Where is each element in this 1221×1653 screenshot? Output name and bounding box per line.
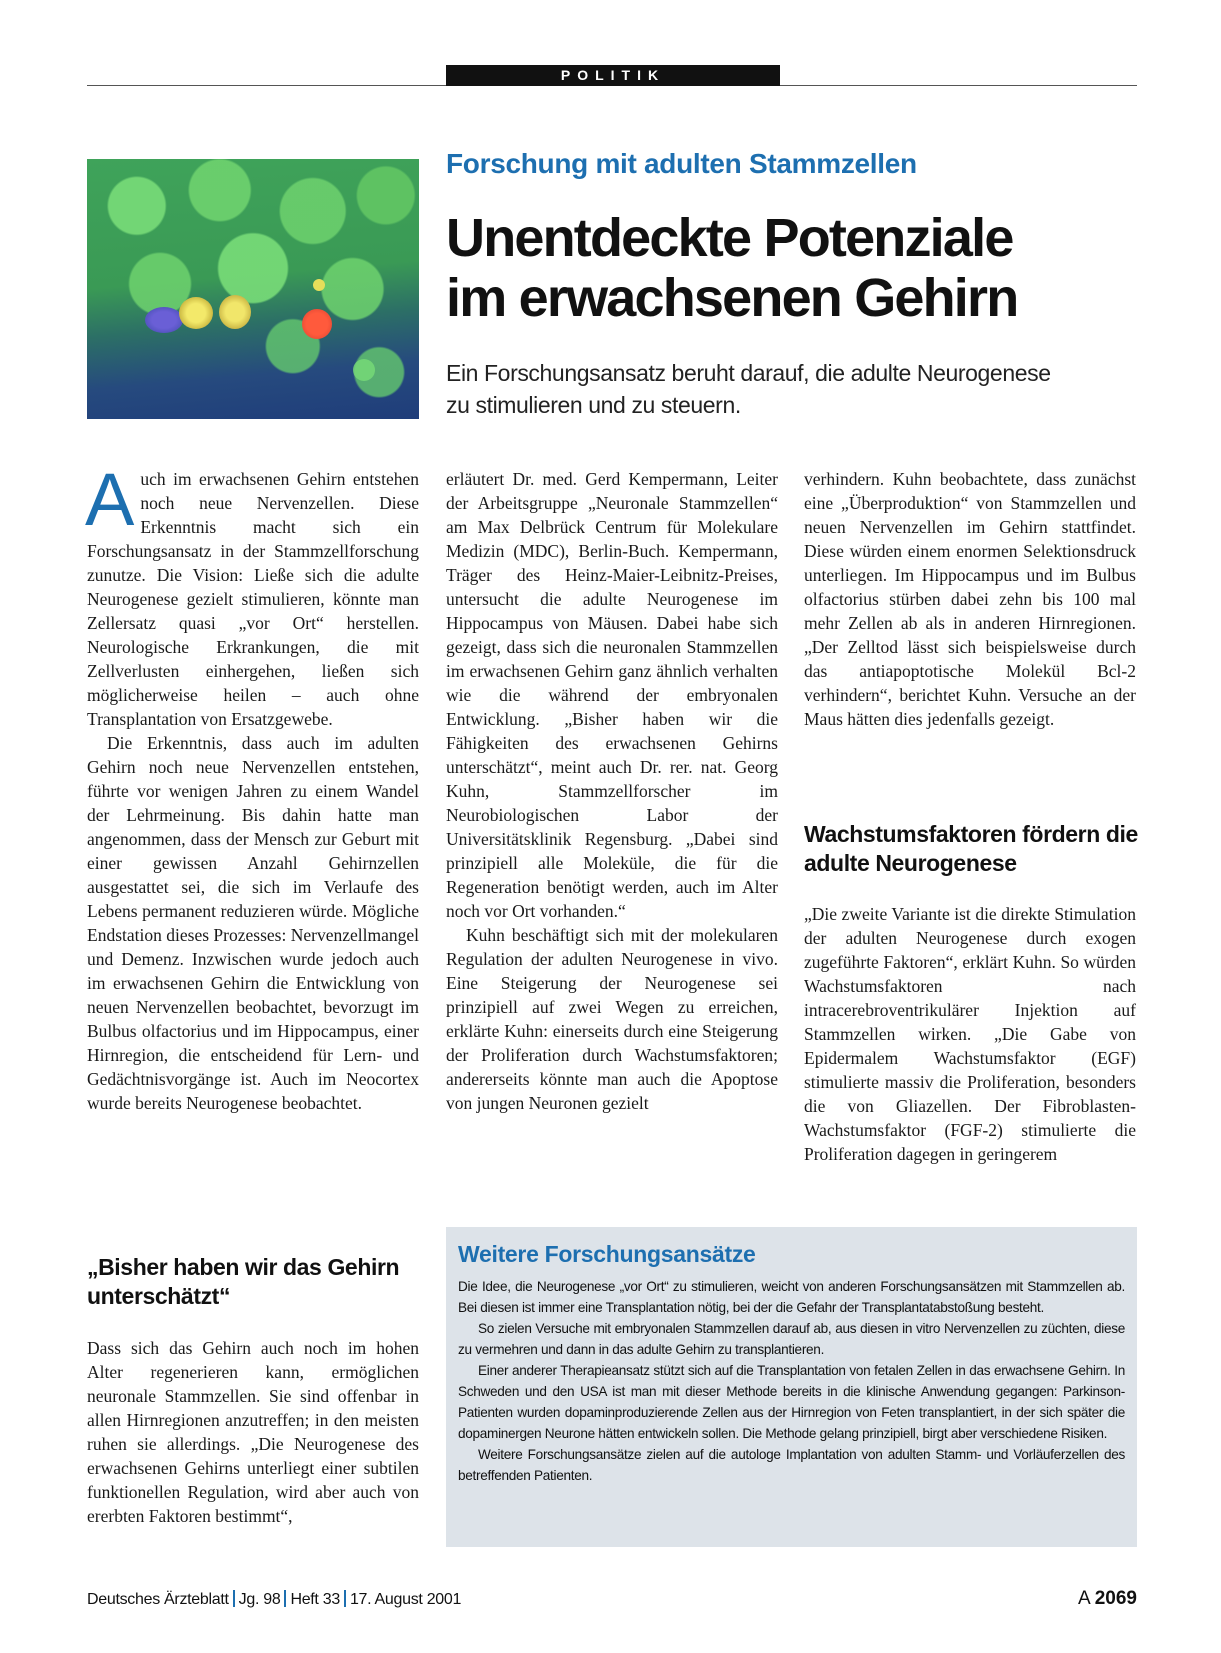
page-number-value: 2069	[1094, 1588, 1137, 1609]
section-label: POLITIK	[446, 65, 780, 86]
paragraph: verhindern. Kuhn beobachtete, dass zunächst eine „Überproduktion“ von Stammzellen und neuen Nervenzellen im Gehirn stattfindet. Diese würden einem enormen Selektionsdruck unterliegen. Im Hippocampus und im Bulbus olfactorius stürben dabei zehn bis 100 mal mehr Zellen ab als in anderen Hirnregionen. „Der Zelltod lässt sich beispielsweise durch das antiapoptotische Molekül Bcl-2 verhindern“, berichtet Kuhn. Versuche an der Maus hätten dies jedenfalls gezeigt.	[804, 469, 1136, 729]
paragraph: „Die zweite Variante ist die direkte Stimulation der adulten Neurogenese durch exogen zugeführte Faktoren“, erklärt Kuhn. So würden Wachstumsfaktoren nach intracerebroventrikulärer Injektion auf Stammzellen wirken. „Die Gabe von Epidermalem Wachstumsfaktor (EGF) stimulierte massiv die Proliferation, besonders die von Gliazellen. Der Fibroblasten-Wachstumsfaktor (FGF-2) stimulierte die Proliferation dagegen in geringerem	[804, 904, 1136, 1164]
page-number	[1078, 1588, 1137, 1610]
body-column-3-continued	[804, 902, 1136, 1166]
paragraph: Kuhn beschäftigt sich mit der molekularen Regulation der adulten Neurogenese in vivo. Eine Steigerung der Neurogenese sei prinzipiell auf zwei Wegen zu erreichen, erklärte Kuhn: einerseits durch eine Steigerung der Proliferation durch Wachstumsfaktoren; andererseits könnte man auch die Apoptose von jungen Neuronen gezielt	[446, 925, 778, 1113]
info-box-title: Weitere Forschungsansätze	[458, 1241, 756, 1267]
subheading: Wachstumsfaktoren fördern die adulte Neurogenese	[804, 821, 1138, 876]
drop-cap: A	[85, 458, 135, 541]
subheading: „Bisher haben wir das Gehirn unterschätzt“	[87, 1254, 400, 1309]
paragraph	[85, 458, 419, 731]
paragraph-text: uch im erwachsenen Gehirn entstehen noch neue Nervenzellen. Diese Erkenntnis macht sich ein Forschungsansatz in der Stammzellforschung zunutze. Die Vision: Ließe sich die adulte Neurogenese gezielt stimulieren, könnte man Zellersatz quasi „vor Ort“ herstellen. Neurologische Erkrankungen, die mit Zellverlusten einhergehen, ließen sich möglicherweise heilen – auch ohne Transplantation von Ersatzgewebe.	[87, 469, 419, 729]
issue-date: 17. August 2001	[349, 1591, 462, 1608]
article-deck	[446, 357, 1136, 421]
info-box-body	[458, 1276, 1125, 1486]
cell-yellow	[219, 295, 251, 329]
info-box	[446, 1227, 1137, 1547]
page-footer	[87, 1588, 1137, 1612]
cell-green	[353, 359, 375, 381]
deck-line: zu stimulieren und zu steuern.	[446, 392, 741, 418]
volume: Jg. 98	[238, 1591, 281, 1608]
deck-line: Ein Forschungsansatz beruht darauf, die adulte Neurogenese	[446, 360, 1051, 386]
microscopy-image	[87, 159, 419, 419]
info-paragraph: Weitere Forschungsansätze zielen auf die autologe Implantation von adulten Stamm- und Vorläuferzellen des betreffenden Patienten.	[458, 1447, 1125, 1483]
issue: Heft 33	[290, 1591, 340, 1608]
page-prefix: A	[1078, 1588, 1091, 1609]
info-paragraph: So zielen Versuche mit embryonalen Stammzellen darauf ab, aus diesen in vitro Nervenzellen zu züchten, diese zu vermehren und dann in das adulte Gehirn zu transplantieren.	[458, 1321, 1125, 1357]
cell-red	[302, 309, 332, 339]
cell-blue	[145, 307, 183, 333]
info-paragraph: Einer anderer Therapieansatz stützt sich auf die Transplantation von fetalen Zellen in das erwachsene Gehirn. In Schweden und den USA ist man mit dieser Methode bereits in die klinische Anwendung gegangen: Parkinson-Patienten wurden dopaminproduzierende Zellen aus der Hirnregion von Feten transplantiert, in der sich später die dopaminergen Neurone hätten entwickeln sollen. Die Methode gelang prinzipiell, birgt aber verschiedene Risiken.	[458, 1363, 1125, 1441]
article-kicker: Forschung mit adulten Stammzellen	[446, 148, 917, 179]
footer-meta	[87, 1590, 461, 1609]
paragraph: Die Erkenntnis, dass auch im adulten Gehirn noch neue Nervenzellen entstehen, führte vor wenigen Jahren zu einem Wandel der Lehrmeinung. Bis dahin hatte man angenommen, dass der Mensch zur Geburt mit einer gewissen Anzahl Gehirnzellen ausgestattet sei, die sich im Verlaufe des Lebens permanent reduzieren würde. Mögliche Endstation dieses Prozesses: Nervenzellmangel und Demenz. Inzwischen wurde jedoch auch im erwachsenen Gehirn die Entwicklung von neuen Nervenzellen beobachtet, bevorzugt im Bulbus olfactorius und im Hippocampus, einer Hirnregion, die entscheidend für Lern- und Gedächtnisvorgänge ist. Auch im Neocortex wurde bereits Neurogenese beobachtet.	[87, 733, 419, 1113]
body-column-3	[804, 467, 1136, 731]
headline-line: Unentdeckte Potenziale	[446, 208, 1013, 268]
body-column-2	[446, 467, 778, 1115]
body-column-1-continued	[87, 1336, 419, 1528]
info-paragraph: Die Idee, die Neurogenese „vor Ort“ zu stimulieren, weicht von anderen Forschungsansätzen mit Stammzellen ab. Bei diesen ist immer eine Transplantation nötig, bei der die Gefahr der Transplantatabstoßung besteht.	[458, 1279, 1125, 1315]
separator	[284, 1590, 286, 1607]
article-headline	[446, 208, 1126, 328]
journal-name: Deutsches Ärzteblatt	[87, 1591, 229, 1608]
body-column-1	[85, 458, 419, 1115]
separator	[344, 1590, 346, 1607]
headline-line: im erwachsenen Gehirn	[446, 268, 1018, 328]
separator	[233, 1590, 235, 1607]
cell-yellow	[179, 297, 213, 329]
paragraph: Dass sich das Gehirn auch noch im hohen Alter regenerieren kann, ermöglichen neuronale Stammzellen. Sie sind offenbar in allen Hirnregionen anzutreffen; in den meisten ruhen sie allerdings. „Die Neurogenese des erwachsenen Gehirns unterliegt einer subtilen funktionellen Regulation, wird aber auch von ererbten Faktoren bestimmt“,	[87, 1338, 419, 1526]
paragraph: erläutert Dr. med. Gerd Kempermann, Leiter der Arbeitsgruppe „Neuronale Stammzellen“ am Max Delbrück Centrum für Molekulare Medizin (MDC), Berlin-Buch. Kempermann, Träger des Heinz-Maier-Leibnitz-Preises, untersucht die adulte Neurogenese im Hippocampus von Mäusen. Dabei habe sich gezeigt, dass sich die neuronalen Stammzellen im erwachsenen Gehirn ganz ähnlich verhalten wie die während der embryonalen Entwicklung. „Bisher haben wir die Fähigkeiten des erwachsenen Gehirns unterschätzt“, meint auch Dr. rer. nat. Georg Kuhn, Stammzellforscher im Neurobiologischen Labor der Universitätsklinik Regensburg. „Dabei sind prinzipiell alle Moleküle, die für die Regeneration benötigt werden, auch im Alter noch vor Ort vorhanden.“	[446, 469, 778, 921]
cell-yellow	[313, 279, 325, 291]
